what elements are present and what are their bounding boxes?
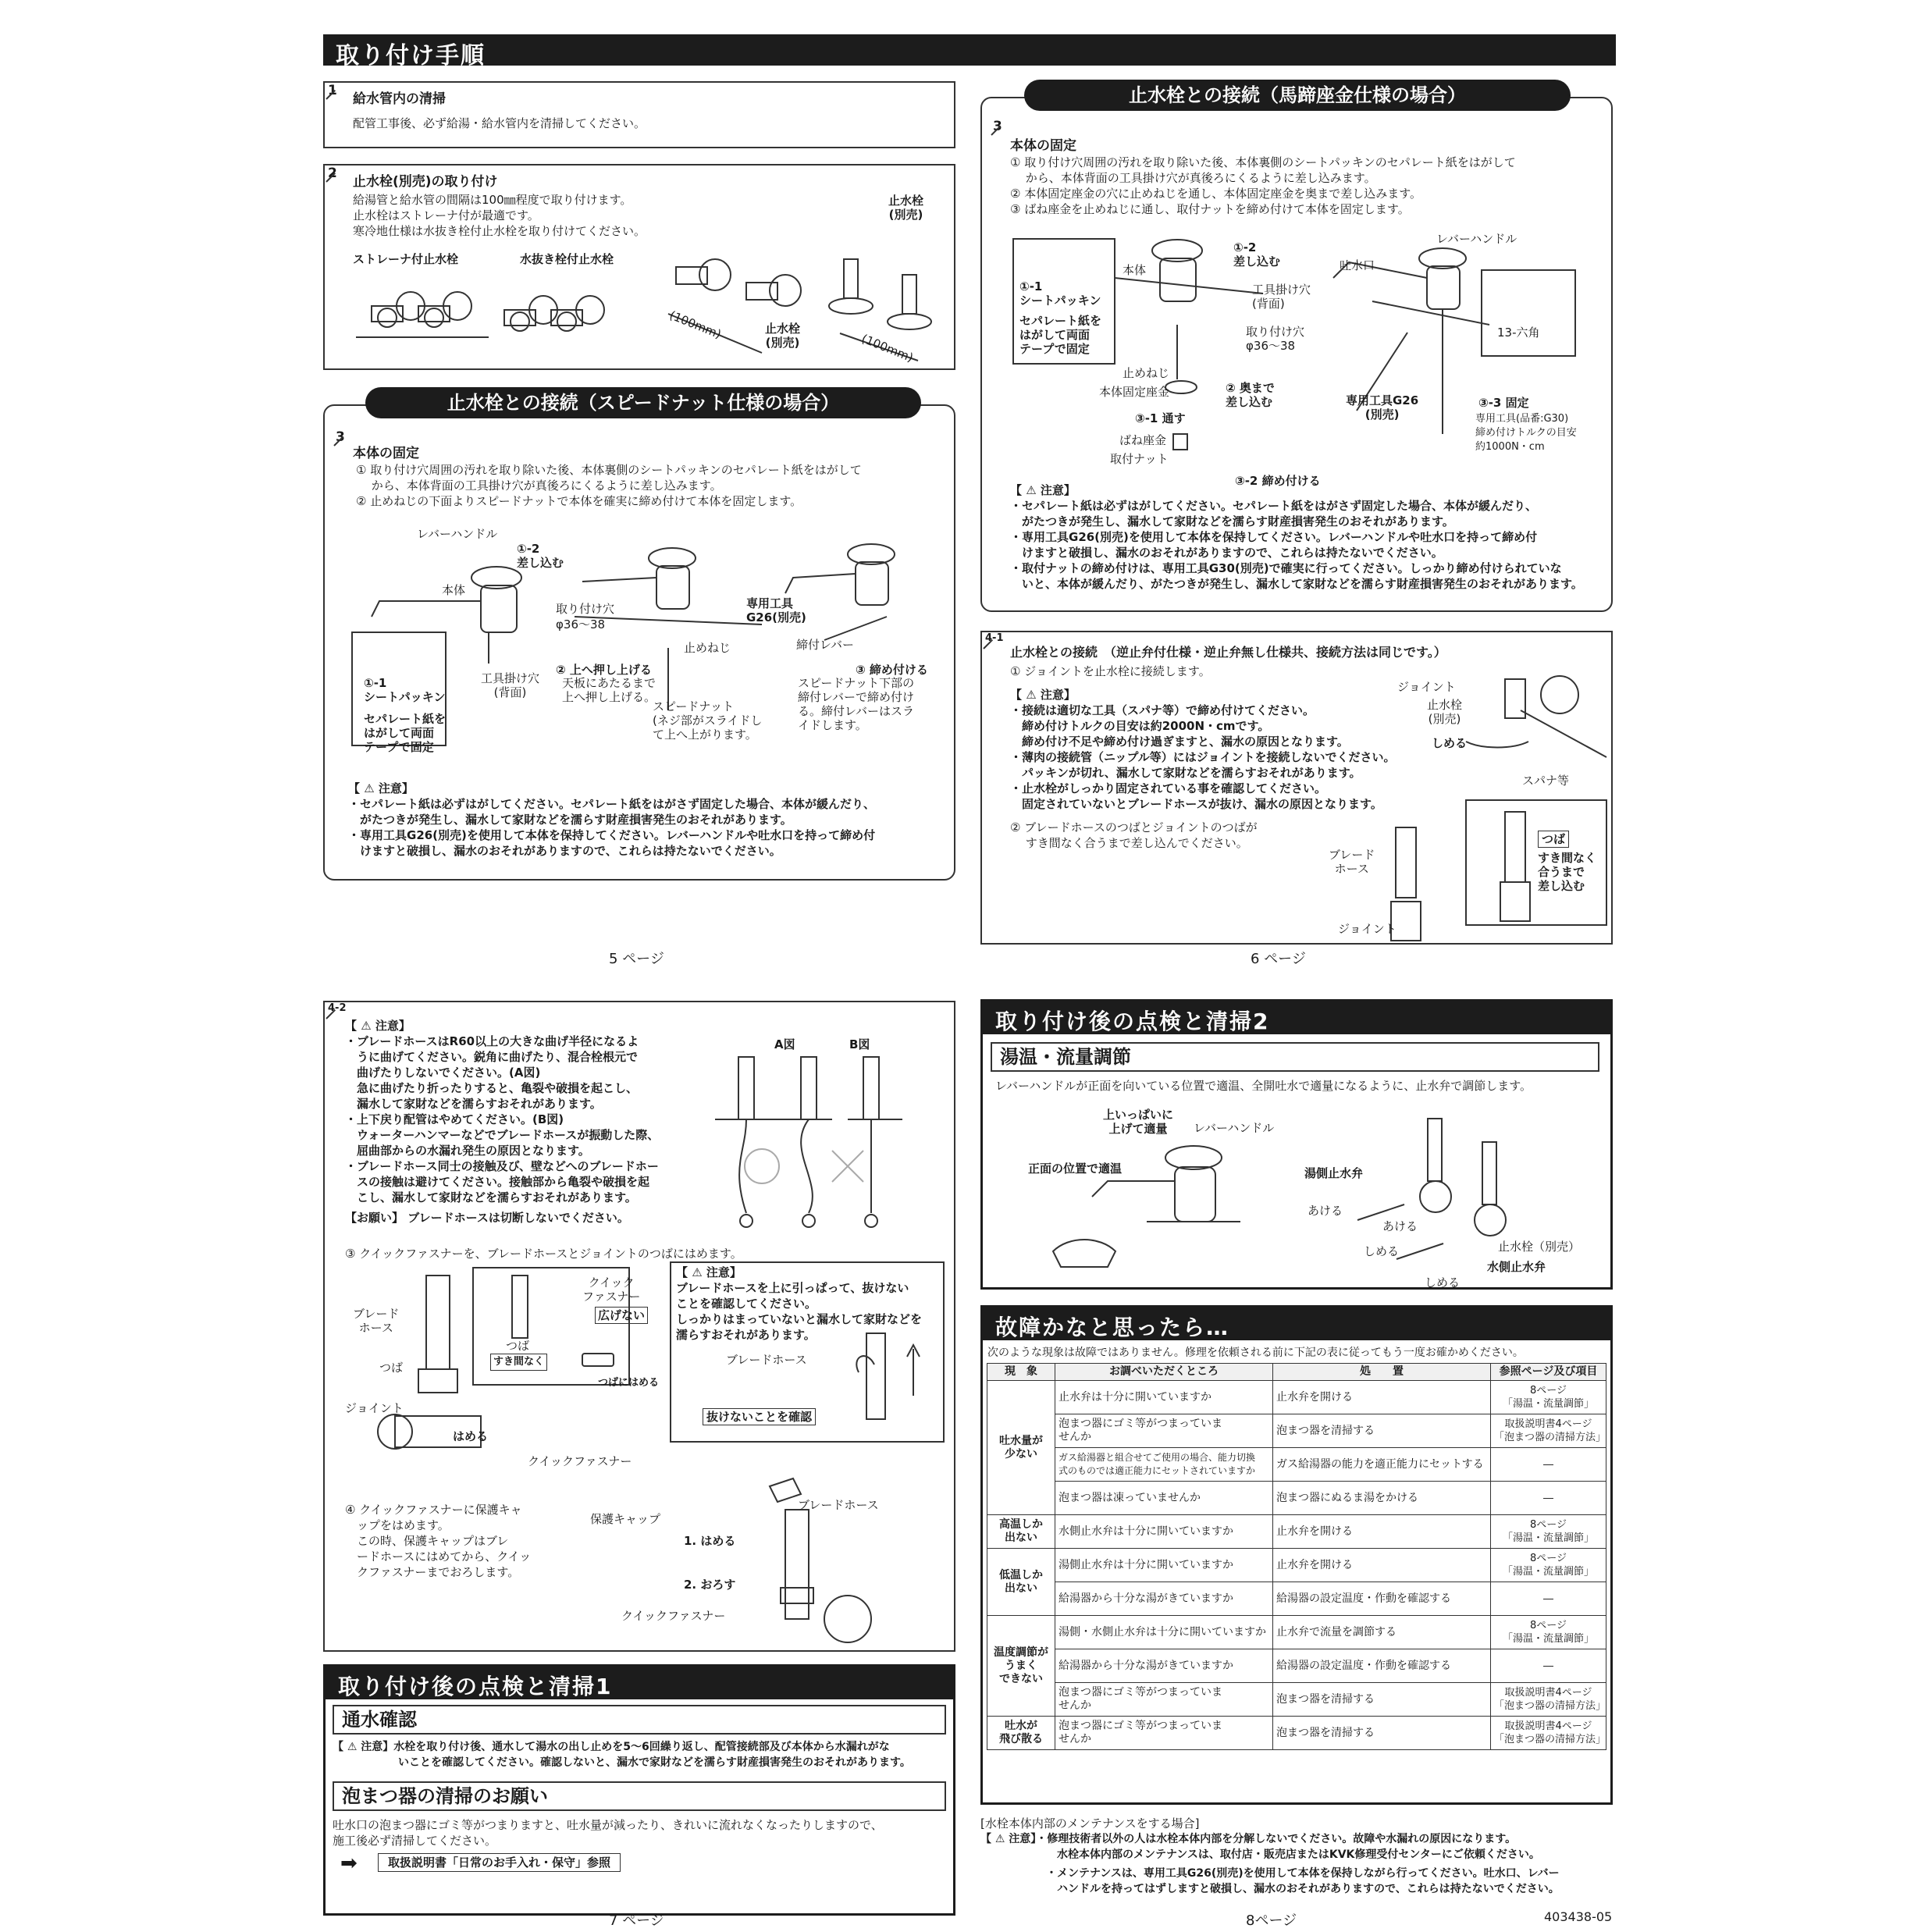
drain-valve-label: 水抜き栓付止水栓 — [520, 252, 614, 266]
step41-caution: ・薄肉の接続管（ニップル等）にはジョイントを接続しないでください。 — [1010, 750, 1396, 764]
plate-label: 本体固定座金 — [1099, 385, 1170, 399]
check-cell: 止水弁は十分に開いていますか — [1055, 1381, 1273, 1414]
step4-line: ップをはめます。 — [345, 1518, 450, 1532]
step2-box — [323, 164, 955, 370]
action-cell: 給湯器の設定温度・作動を確認する — [1273, 1582, 1491, 1616]
insert-label: ①-2 差し込む — [1233, 240, 1281, 269]
step42-caution: 急に曲げたり折ったりすると、亀裂や破損を起こし、 — [345, 1081, 639, 1095]
table-row — [987, 1549, 1606, 1582]
step41-heading: 止水栓との接続 （逆止弁付仕様・逆止弁無し仕様共、接続方法は同じです。） — [1010, 645, 1446, 660]
push-back-label: ② 奥まで 差し込む — [1226, 381, 1275, 409]
joint-illustrations — [982, 632, 1606, 945]
hose-label: ブレード ホース — [353, 1307, 400, 1335]
check-cell: 給湯器から十分な湯がきていますか — [1055, 1649, 1273, 1683]
reference-cell: 8ページ 「湯温・流量調節」 — [1491, 1381, 1606, 1414]
speednut-step-number: 3 — [336, 429, 345, 445]
horseshoe-pill-title: 止水栓との接続（馬蹄座金仕様の場合） — [1024, 80, 1571, 111]
table-header-row — [987, 1364, 1606, 1381]
step1-text: 配管工事後、必ず給湯・給水管内を清掃してください。 — [353, 116, 646, 130]
check-cell: 水側止水弁は十分に開いていますか — [1055, 1515, 1273, 1549]
tighten-label: ③-2 締め付ける — [1235, 474, 1321, 488]
open-label: あける — [1382, 1219, 1418, 1233]
inspect1-title-bar — [326, 1667, 953, 1699]
horseshoe-illustrations — [982, 223, 1606, 496]
lever-handle-label: レバーハンドル — [1436, 232, 1517, 246]
action-cell: 止水弁を開ける — [1273, 1549, 1491, 1582]
horseshoe-caution: いと、本体が緩んだり、がたつきが発生し、漏水して家財などを濡らす財産損害発生のおそれがあります。 — [1010, 577, 1583, 591]
horseshoe-caution: けますと破損し、漏水のおそれがありますので、これらは持たないでください。 — [1010, 546, 1443, 560]
quick-fastener-label-2: クイック ファスナー — [582, 1276, 641, 1304]
step42-caution: ・ブレードホース同士の接触及び、壁などへのブレードホー — [345, 1159, 659, 1173]
aerator-title: 泡まつ器の清掃のお願い — [333, 1781, 946, 1811]
confirm-label: 抜けないことを確認 — [703, 1408, 816, 1425]
tsuba-label: つば — [379, 1361, 404, 1375]
pull-caution: 濡らすおそれがあります。 — [676, 1328, 816, 1342]
step-down-label: 2. おろす — [684, 1578, 736, 1592]
speednut-caution: けますと破損し、漏水のおそれがありますので、これらは持たないでください。 — [348, 844, 781, 858]
page-number-8: 8ページ — [1246, 1912, 1297, 1929]
horseshoe-line: ③ ばね座金を止めねじに通し、取付ナットを締め付けて本体を固定します。 — [1010, 202, 1410, 216]
tsuba-label: つば — [1538, 831, 1569, 848]
step42-caution: うに曲げてください。鋭角に曲げたり、混合栓根元で — [345, 1050, 639, 1064]
fit-tsuba-label: つばにはめる — [598, 1377, 660, 1389]
mounting-hole-label: 取り付け穴 φ36〜38 — [1246, 325, 1305, 353]
temp-flow-title: 湯温・流量調節 — [991, 1042, 1599, 1072]
pull-caution: ことを確認してください。 — [676, 1297, 817, 1311]
horseshoe-step-number: 3 — [993, 119, 1002, 134]
symptom-cell: 吐水が 飛び散る — [987, 1717, 1055, 1750]
maintenance-line: ハンドルを持ってはずしますと破損し、漏水のおそれがありますので、これらは持たないでください。 — [980, 1883, 1560, 1895]
strainer-valve-label: ストレーナ付止水栓 — [353, 252, 459, 266]
action-cell: 止水弁で流量を調節する — [1273, 1616, 1491, 1649]
step41-caution: 締め付けトルクの目安は約2000N・cmです。 — [1010, 719, 1270, 733]
drain-valve-pair — [504, 296, 604, 331]
ok-mark-icon — [745, 1149, 779, 1183]
dimension-label: (100mm) — [667, 308, 724, 342]
symptom-cell: 高温しか 出ない — [987, 1515, 1055, 1549]
action-cell: 泡まつ器を清掃する — [1273, 1717, 1491, 1750]
step41-line1: ① ジョイントを止水栓に接続します。 — [1010, 664, 1211, 678]
aerator-text: 吐水口の泡まつ器にゴミ等がつまりますと、吐水量が減ったり、きれいに流れなくなったりしますので、 — [333, 1818, 883, 1832]
step3-text: ③ クイックファスナーを、ブレードホースとジョイントのつばにはめます。 — [345, 1247, 742, 1261]
header-reference: 参照ページ及び項目 — [1491, 1364, 1606, 1381]
body-label: 本体 — [1123, 263, 1147, 277]
horseshoe-heading: 本体の固定 — [1010, 138, 1076, 154]
fig-a-label: A図 — [774, 1037, 795, 1051]
step1-heading: 給水管内の清掃 — [353, 91, 446, 107]
symptom-cell: 温度調節が うまく できない — [987, 1616, 1055, 1717]
reference-cell: 取扱説明書4ページ 「泡まつ器の清掃方法」 — [1491, 1717, 1606, 1750]
arrow-right-icon: ➡ — [340, 1852, 358, 1875]
tighten-lever-label: 締付レバー — [796, 638, 854, 652]
reference-cell: ― — [1491, 1582, 1606, 1616]
table-row — [987, 1448, 1606, 1482]
step2-line: 止水栓はストレーナ付が最適です。 — [353, 208, 539, 222]
fix-label: ③-3 固定 — [1478, 396, 1529, 410]
table-row — [987, 1582, 1606, 1616]
faucet-drawing-3 — [785, 544, 895, 640]
temp-flow-illustration — [991, 1095, 1599, 1283]
front-position-label: 正面の位置で適温 — [1028, 1162, 1123, 1176]
speednut-line: ① 取り付け穴周囲の汚れを取り除いた後、本体裏側のシートパッキンのセパレート紙をはがして — [356, 463, 862, 477]
horseshoe-line: ① 取り付け穴周囲の汚れを取り除いた後、本体裏側のシートパッキンのセパレート紙をはがして — [1010, 155, 1516, 169]
header-check: お調べいただくところ — [1055, 1364, 1273, 1381]
horseshoe-caution: ・取付ナットの締め付けは、専用工具G30(別売)で確実に行ってください。しっかり締め付けられていな — [1010, 561, 1562, 575]
joint-label: ジョイント — [345, 1401, 404, 1415]
manual-reference: 取扱説明書「日常のお手入れ・保守」参照 — [378, 1853, 621, 1872]
screw-label: 止めねじ — [684, 641, 731, 655]
maintenance-line: 【 ⚠ 注意】・修理技術者以外の人は水栓本体内部を分解しないでください。故障や水漏れの原因になります。 — [980, 1833, 1517, 1845]
spout-label: 吐水口 — [1340, 258, 1375, 272]
check-cell: 湯側止水弁は十分に開いていますか — [1055, 1549, 1273, 1582]
horseshoe-caution: ・専用工具G26(別売)を使用して本体を保持してください。レバーハンドルや吐水口を持って締め付 — [1010, 530, 1538, 544]
quick-fastener-label: クイックファスナー — [528, 1454, 632, 1468]
joint-label-2: ジョイント — [1338, 922, 1397, 936]
push-up-label: ② 上へ押し上げる — [556, 663, 652, 677]
step41-box — [980, 631, 1613, 945]
hot-valve-label: 湯側止水弁 — [1304, 1166, 1364, 1180]
header-action: 処 置 — [1273, 1364, 1491, 1381]
close-label: しめる — [1425, 1276, 1461, 1290]
screw-label: 止めねじ — [1123, 366, 1170, 380]
hose-bend-figures — [715, 1026, 949, 1229]
joint-label: ジョイント — [1397, 680, 1456, 694]
step42-caution: こし、漏水して家財などを濡らすおそれがあります。 — [345, 1190, 637, 1204]
step-fit-label: 1. はめる — [684, 1534, 736, 1548]
action-cell: 止水弁を開ける — [1273, 1381, 1491, 1414]
step42-caution: 屈曲部からの水漏れ発生の原因となります。 — [345, 1144, 590, 1158]
valve-label: 止水栓 (別売) — [1427, 698, 1463, 726]
inspect2-section — [980, 999, 1613, 1290]
symptom-cell: 低温しか 出ない — [987, 1549, 1055, 1616]
check-cell: 泡まつ器にゴミ等がつまっていま せんか — [1055, 1414, 1273, 1448]
insert-label: ①-2 差し込む — [517, 542, 564, 570]
up-full-label: 上いっぱいに 上げて適量 — [1103, 1108, 1174, 1136]
trouble-title-bar — [983, 1308, 1610, 1340]
step42-caution-title: 【 ⚠ 注意】 — [345, 1019, 411, 1033]
symptom-cell: 吐水量が 少ない — [987, 1381, 1055, 1515]
bend-fig-1 — [715, 1057, 777, 1227]
bend-fig-2 — [777, 1057, 832, 1227]
bend-fig-3 — [848, 1057, 902, 1227]
reference-cell: ― — [1491, 1649, 1606, 1683]
maintenance-title: [水栓本体内部のメンテナンスをする場合] — [980, 1816, 1200, 1831]
mounting-hole-label: 取り付け穴 φ36〜38 — [556, 602, 615, 632]
horseshoe-caution: がたつきが発生し、漏水して家財などを濡らす財産損害発生のおそれがあります。 — [1010, 514, 1454, 528]
water-test-title: 通水確認 — [333, 1705, 946, 1735]
table-row — [987, 1482, 1606, 1515]
tighten-label: ③ 締め付ける — [856, 663, 928, 677]
trouble-title: 故障かなと思ったら… — [995, 1315, 1230, 1340]
tool-hook-label: 工具掛け穴 (背面) — [1252, 283, 1311, 311]
reference-cell: ― — [1491, 1482, 1606, 1515]
table-row — [987, 1515, 1606, 1549]
table-row — [987, 1649, 1606, 1683]
step1-box — [323, 81, 955, 148]
p5-title-bar — [323, 34, 1616, 69]
step42-number: 4-2 — [328, 1002, 347, 1014]
step42-caution: ・ブレードホースはR60以上の大きな曲げ半径になるよ — [345, 1034, 639, 1048]
check-cell: 泡まつ器は凍っていませんか — [1055, 1482, 1273, 1515]
hex-inset — [1482, 270, 1575, 356]
pull-caution: しっかりはまっていないと漏水して家財などを — [676, 1312, 923, 1326]
step42-box — [323, 1001, 955, 1652]
action-cell: 泡まつ器を清掃する — [1273, 1683, 1491, 1717]
temp-flow-text: レバーハンドルが正面を向いている位置で適温、全開吐水で適量になるように、止水弁で調節します。 — [995, 1079, 1532, 1093]
document-number: 403438-05 — [1544, 1909, 1613, 1924]
reference-cell: 8ページ 「湯温・流量調節」 — [1491, 1549, 1606, 1582]
step42-caution: スの接触は避けてください。接触部から亀裂や破損を起 — [345, 1175, 650, 1189]
page-number-7: 7 ページ — [609, 1912, 664, 1929]
reference-cell: 取扱説明書4ページ 「泡まつ器の清掃方法」 — [1491, 1414, 1606, 1448]
valve-illustrations — [325, 244, 949, 361]
check-cell: 泡まつ器にゴミ等がつまっていま せんか — [1055, 1717, 1273, 1750]
valve-label: 止水栓 (別売) — [765, 322, 801, 350]
gap-label: すき間なく 合うまで 差し込む — [1538, 851, 1597, 893]
step4-line: クファスナーまでおろします。 — [345, 1565, 520, 1579]
action-cell: 給湯器の設定温度・作動を確認する — [1273, 1649, 1491, 1683]
horseshoe-box — [980, 97, 1613, 612]
speednut-caution: ・セパレート紙は必ずはがしてください。セパレート紙をはがさず固定した場合、本体が緩んだり、 — [348, 797, 876, 811]
speednut-label: スピードナット (ネジ部がスライドし て上へ上がります。 — [653, 699, 763, 742]
no-cut-request: 【お願い】 ブレードホースは切断しないでください。 — [345, 1211, 629, 1225]
step41-line2: ② ブレードホースのつばとジョイントのつばが — [1010, 820, 1258, 834]
step41-line3: すき間なく合うまで差し込んでください。 — [1010, 836, 1248, 850]
fig-b-label: B図 — [849, 1037, 870, 1051]
step2-line: 給湯管と給水管の間隔は100㎜程度で取り付けます。 — [353, 193, 632, 207]
page-number-6: 6 ページ — [1251, 951, 1306, 967]
trouble-intro: 次のような現象は故障ではありません。修理を依頼される前に下記の表に従ってもう一度お確かめください。 — [987, 1347, 1524, 1359]
speednut-caution: がたつきが発生し、漏水して家財などを濡らす財産損害発生のおそれがあります。 — [348, 813, 792, 827]
valve-label: 止水栓 (別売) — [888, 194, 924, 222]
step42-caution: 漏水して家財などを濡らすおそれがあります。 — [345, 1097, 602, 1111]
table-row — [987, 1717, 1606, 1750]
table-row — [987, 1616, 1606, 1649]
step41-caution-title: 【 ⚠ 注意】 — [1010, 688, 1076, 702]
through-label: ③-1 通す — [1135, 411, 1186, 425]
valve-label: 止水栓（別売） — [1498, 1240, 1581, 1254]
maintenance-line: 水栓本体内部のメンテナンスは、取付店・販売店またはKVK修理受付センターにご依頼ください。 — [980, 1848, 1540, 1861]
speednut-line: から、本体背面の工具掛け穴が真後ろにくるように差し込みます。 — [356, 479, 722, 493]
speednut-caution: ・専用工具G26(別売)を使用して本体を保持してください。レバーハンドルや吐水口を持って締め付 — [348, 828, 876, 842]
close-label: しめる — [1432, 736, 1468, 750]
inspect2-title-bar — [983, 1002, 1610, 1034]
step41-caution: ・接続は適切な工具（スパナ等）で締め付けてください。 — [1010, 703, 1315, 717]
pull-illustration — [843, 1325, 937, 1443]
water-test-caution: 【 ⚠ 注意】水栓を取り付け後、通水して湯水の出し止めを5〜6回繰り返し、配管接続部及び本体から水漏れがな — [333, 1741, 890, 1753]
reference-cell: 取扱説明書4ページ 「泡まつ器の清掃方法」 — [1491, 1683, 1606, 1717]
spanner-label: スパナ等 — [1522, 774, 1570, 788]
trouble-table — [987, 1363, 1606, 1750]
inspect1-title: 取り付け後の点検と清掃1 — [338, 1674, 613, 1699]
hose-label-2: ブレードホース — [798, 1498, 879, 1512]
sheet-packing-label: ①-1 シートパッキン — [364, 676, 446, 704]
speednut-caution-title: 【 ⚠ 注意】 — [348, 781, 414, 795]
tool-label: 専用工具G26 (別売) — [1346, 393, 1419, 422]
pull-check-box — [670, 1261, 945, 1443]
action-cell: 止水弁を開ける — [1273, 1515, 1491, 1549]
step42-caution: ウォーターハンマーなどでブレードホースが振動した際、 — [345, 1128, 660, 1142]
action-cell: ガス給湯器の能力を適正能力にセットする — [1273, 1448, 1491, 1482]
tool2-label: 専用工具(品番:G30) 締め付けトルクの目安 約1000N・cm — [1475, 413, 1577, 453]
step41-caution: ・止水栓がしっかり固定されている事を確認してください。 — [1010, 781, 1327, 795]
tool-label: 専用工具 G26(別売) — [746, 596, 806, 624]
action-cell: 泡まつ器にぬるま湯をかける — [1273, 1482, 1491, 1515]
tsuba-label-2: つば — [506, 1339, 530, 1353]
separate-paper-label: セパレート紙を はがして両面 テープで固定 — [1019, 314, 1102, 356]
table-row — [987, 1381, 1606, 1414]
step41-caution: 固定されていないとブレードホースが抜け、漏水の原因となります。 — [1010, 797, 1382, 811]
step4-line: ④ クイックファスナーに保護キャ — [345, 1503, 522, 1517]
check-cell: ガス給湯器と組合せてご使用の場合、能力切換 式のものでは適正能力にセットされていますか — [1055, 1448, 1273, 1482]
open-label: あける — [1308, 1204, 1343, 1218]
dimension-label: (100mm) — [859, 331, 916, 365]
step2-heading: 止水栓(別売)の取り付け — [353, 174, 498, 190]
maintenance-line: ・メンテナンスは、専用工具G26(別売)を使用して本体を保持しながら行ってください。吐水口、レバー — [980, 1867, 1560, 1880]
cap-label: 保護キャップ — [590, 1512, 661, 1526]
step41-caution: パッキンが切れ、漏水して家財などを濡らすおそれがあります。 — [1010, 766, 1361, 780]
sheet-packing-label: ①-1 シートパッキン — [1019, 279, 1101, 308]
pull-caution: ブレードホースを上に引っぱって、抜けない — [676, 1281, 909, 1295]
close-label: しめる — [1364, 1244, 1400, 1258]
table-row — [987, 1414, 1606, 1448]
lever-handle-label: レバーハンドル — [417, 527, 498, 541]
mounting-nut-label: 取付ナット — [1110, 452, 1169, 466]
action-cell: 泡まつ器を清掃する — [1273, 1414, 1491, 1448]
speednut-heading: 本体の固定 — [353, 446, 419, 461]
inspect2-title: 取り付け後の点検と清掃2 — [995, 1009, 1270, 1034]
hex-label: 13-六角 — [1497, 326, 1540, 340]
reference-cell: ― — [1491, 1448, 1606, 1482]
quick-fastener-label-3: クイックファスナー — [621, 1609, 726, 1623]
horseshoe-line: ② 本体固定座金の穴に止めねじを通し、本体固定座金を奥まで差し込みます。 — [1010, 187, 1422, 201]
cold-valve-label: 水側止水弁 — [1487, 1260, 1546, 1274]
check-cell: 給湯器から十分な湯がきていますか — [1055, 1582, 1273, 1616]
separate-paper-label: セパレート紙を はがして両面 テープで固定 — [364, 712, 447, 754]
body-label: 本体 — [442, 583, 466, 597]
reference-cell: 8ページ 「湯温・流量調節」 — [1491, 1515, 1606, 1549]
no-widen-label: 広げない — [595, 1307, 648, 1324]
gap-label: すき間なく — [490, 1354, 547, 1371]
step41-number: 4-1 — [985, 632, 1004, 644]
tool-hook-label: 工具掛け穴 (背面) — [481, 671, 540, 699]
step4-line: ードホースにはめてから、クイッ — [345, 1550, 532, 1564]
page-number-5: 5 ページ — [609, 951, 664, 967]
lever-handle-label: レバーハンドル — [1194, 1121, 1275, 1135]
valve-drawing — [1357, 1119, 1506, 1259]
aerator-text: 施工後必ず清掃してください。 — [333, 1834, 497, 1848]
joint-valve-drawing — [1466, 676, 1606, 757]
water-test-caution: いことを確認してください。確認しないと、漏水で家財などを濡らす財産損害発生のおそれがあります。 — [333, 1756, 911, 1769]
push-up-sub: 天板にあたるまで 上へ押し上げる。 — [562, 676, 656, 704]
step1-number: 1 — [328, 83, 337, 98]
horseshoe-line: から、本体背面の工具掛け穴が真後ろにくるように差し込みます。 — [1010, 171, 1376, 185]
strainer-valve-pair — [356, 292, 489, 337]
check-cell: 泡まつ器にゴミ等がつまっていま せんか — [1055, 1683, 1273, 1717]
speednut-line: ② 止めねじの下面よりスピードナットで本体を確実に締め付けて本体を固定します。 — [356, 494, 802, 508]
p5-title: 取り付け手順 — [336, 42, 486, 69]
horseshoe-caution: ・セパレート紙は必ずはがしてください。セパレート紙をはがさず固定した場合、本体が緩んだり、 — [1010, 499, 1538, 513]
step42-caution: 曲げたりしないでください。(A図) — [345, 1066, 541, 1080]
step4-line: この時、保護キャップはブレ — [345, 1534, 509, 1548]
step42-caution: ・上下戻り配管はやめてください。(B図) — [345, 1112, 564, 1126]
step41-caution: 締め付け不足や締め付け過ぎますと、漏水の原因となります。 — [1010, 735, 1349, 749]
speednut-box — [323, 404, 955, 881]
header-symptom: 現 象 — [987, 1364, 1055, 1381]
hose-label: ブレード ホース — [1329, 848, 1375, 876]
table-row — [987, 1683, 1606, 1717]
fit-label: はめる — [453, 1429, 489, 1443]
pull-caution-title: 【 ⚠ 注意】 — [676, 1265, 742, 1279]
braided-hose-label: ブレードホース — [726, 1353, 807, 1367]
tighten-sub: スピードナット下部の 締付レバーで締め付け る。締付レバーはスラ イドします。 — [798, 676, 915, 732]
check-cell: 湯側・水側止水弁は十分に開いていますか — [1055, 1616, 1273, 1649]
speednut-pill-title: 止水栓との接続（スピードナット仕様の場合） — [365, 387, 921, 418]
spring-washer-label: ばね座金 — [1119, 433, 1167, 447]
step2-number: 2 — [328, 165, 337, 181]
step2-line: 寒冷地仕様は水抜き栓付止水栓を取り付けてください。 — [353, 224, 646, 238]
horseshoe-caution-title: 【 ⚠ 注意】 — [1010, 483, 1076, 497]
reference-cell: 8ページ 「湯温・流量調節」 — [1491, 1616, 1606, 1649]
